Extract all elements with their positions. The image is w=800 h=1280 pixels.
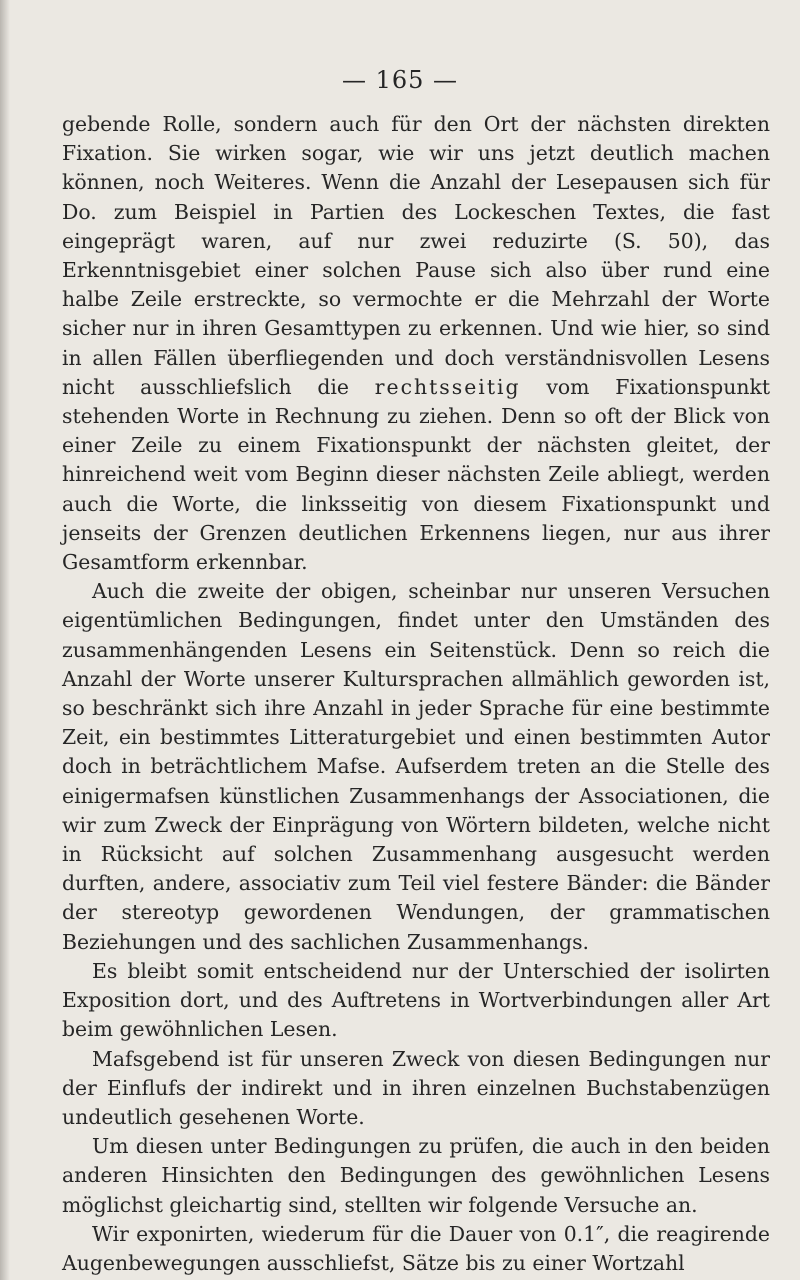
page-binding-shadow: [0, 0, 10, 1280]
emphasized-word: rechtsseitig: [374, 374, 521, 399]
paragraph-text: vom Fixationspunkt stehenden Worte in Rechnung zu ziehen. Denn so oft der Blick von einer Zeile zu einem Fixationspunkt der nächsten gleitet, der hinreichend weit vom Beginn dieser nächsten Zeile abliegt, werden auch die Worte, die linksseitig von diesem Fixationspunkt und jenseits der Grenzen deutlichen Erkennens liegen, nur aus ihrer Gesamtform erkennbar.: [62, 374, 771, 575]
paragraph: Um diesen unter Bedingungen zu prüfen, die auch in den beiden anderen Hinsichten den Bedingungen des gewöhnlichen Lesens möglichst gleichartig sind, stellten wir folgende Versuche an.: [62, 1134, 770, 1217]
paragraph-text: gebende Rolle, sondern auch für den Ort der nächsten direkten Fixation. Sie wirken sogar, wie wir uns jetzt deutlich machen können, noch Weiteres. Wenn die Anzahl der Lesepausen sich für Do. zum Beispiel in Partien des Lockeschen Textes, die fast eingeprägt waren, auf nur zwei reduzirte (S. 50), das Erkenntnisgebiet einer solchen Pause sich also über rund eine halbe Zeile erstreckte, so vermochte er die Mehrzahl der Worte sicher nur in ihren Gesamttypen zu erkennen. Und wie hier, so sind in allen Fällen überfliegenden und doch verständnisvollen Lesens nicht ausschliefslich die: [62, 112, 770, 399]
paragraph: Auch die zweite der obigen, scheinbar nur unseren Versuchen eigentümlichen Bedingungen, findet unter den Umständen des zusammenhängenden Lesens ein Seitenstück. Denn so reich die Anzahl der Worte unserer Kultursprachen allmählich geworden ist, so beschränkt sich ihre Anzahl in jeder Sprache für eine bestimmte Zeit, ein bestimmtes Litteraturgebiet und einen bestimmten Autor doch in beträchtlichem Mafse. Aufserdem treten an die Stelle des einigermafsen künstlichen Zusammenhangs der Associationen, die wir zum Zweck der Einprägung von Wörtern bildeten, welche nicht in Rücksicht auf solchen Zusammenhang ausgesucht werden durften, andere, associativ zum Teil viel festere Bänder: die Bänder der stereotyp gewordenen Wendungen, der grammatischen Beziehungen und des sachlichen Zusammenhangs.: [62, 579, 770, 954]
paragraph: Mafsgebend ist für unseren Zweck von diesen Bedingungen nur der Einflufs der indirekt und in ihren einzelnen Buchstabenzügen undeutlich gesehenen Worte.: [62, 1046, 770, 1129]
body-text: [62, 110, 770, 1278]
page-number: — 165 —: [341, 66, 459, 94]
paragraph: Wir exponirten, wiederum für die Dauer von 0.1″, die reagirende Augenbewegungen ausschliefst, Sätze bis zu einer Wortzahl: [62, 1221, 770, 1275]
paragraph: [62, 110, 770, 577]
paragraph: Es bleibt somit entscheidend nur der Unterschied der isolirten Exposition dort, und des Auftretens in Wortverbindungen aller Art beim gewöhnlichen Lesen.: [62, 958, 770, 1042]
